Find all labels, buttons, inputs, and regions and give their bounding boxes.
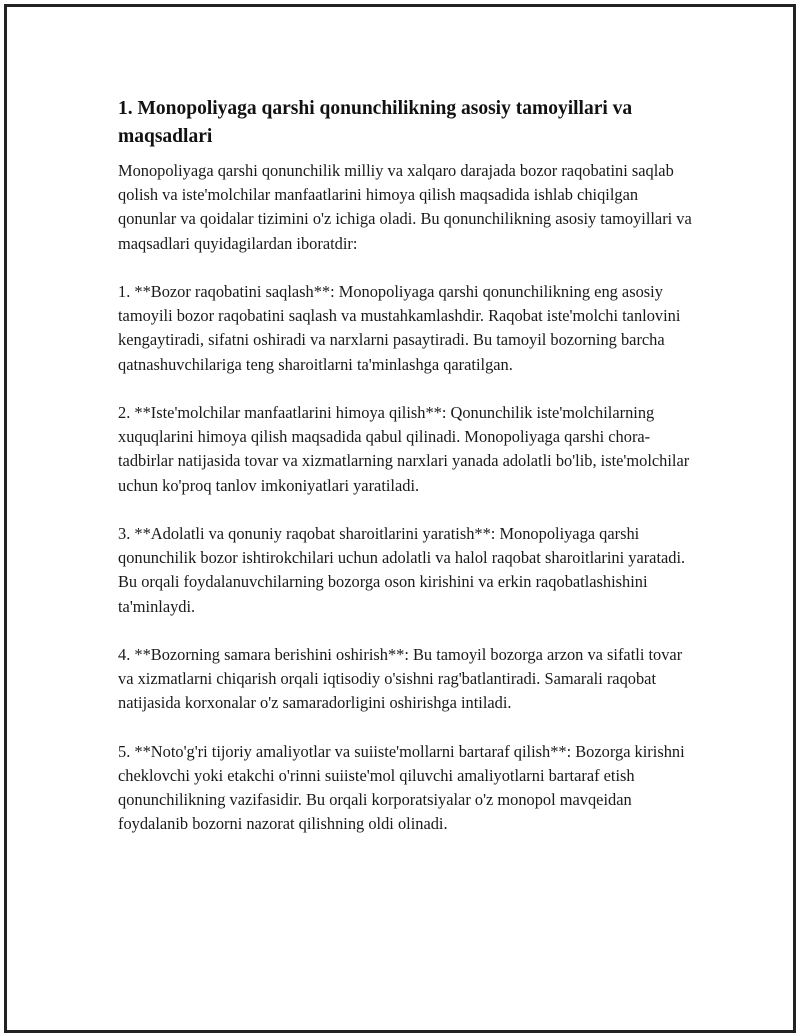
principle-2-paragraph: 2. **Iste'molchilar manfaatlarini himoya qilish**: Qonunchilik iste'molchilarning xuquqlarini himoya qilish maqsadida qabul qilinadi. Monopoliyaga qarshi chora-tadbirlar natijasida tovar va xizmatlarning narxlari yanada adolatli bo'lib, iste'molchilar uchun ko'proq tanlov imkoniyatlari yaratiladi. bbox=[118, 403, 690, 495]
principle-3-paragraph: 3. **Adolatli va qonuniy raqobat sharoitlarini yaratish**: Monopoliyaga qarshi qonunchilik bozor ishtirokchilari uchun adolatli va halol raqobat sharoitlarini yaratadi. Bu orqali foydalanuvchilarning bozorga oson kirishini va erkin raqobatlashishini ta'minlaydi. bbox=[118, 524, 686, 616]
principle-1-paragraph: 1. **Bozor raqobatini saqlash**: Monopoliyaga qarshi qonunchilikning eng asosiy tamoyili bozor raqobatini saqlash va mustahkamlashdir. Raqobat iste'molchi tanlovini kengaytiradi, sifatni oshiradi va narxlarni pasaytiradi. Bu tamoyil bozorning barcha qatnashuvchilariga teng sharoitlarni ta'minlashga qaratilgan. bbox=[118, 282, 681, 374]
section-heading: 1. Monopoliyaga qarshi qonunchilikning asosiy tamoyillari va maqsadlari bbox=[118, 98, 633, 147]
intro-paragraph: Monopoliyaga qarshi qonunchilik milliy va xalqaro darajada bozor raqobatini saqlab qolish va iste'molchilar manfaatlarini himoya qilish maqsadida ishlab chiqilgan qonunlar va qoidalar tizimini o'z ichiga oladi. Bu qonunchilikning asosiy tamoyillari va maqsadlari quyidagilardan iboratdir: bbox=[118, 161, 692, 253]
document-body bbox=[118, 95, 693, 837]
principle-4-paragraph: 4. **Bozorning samara berishini oshirish**: Bu tamoyil bozorga arzon va sifatli tovar va xizmatlarni chiqarish orqali iqtisodiy o'sishni rag'batlantiradi. Samarali raqobat natijasida korxonalar o'z samaradorligini oshirishga intiladi. bbox=[118, 645, 683, 713]
principle-5-paragraph: 5. **Noto'g'ri tijoriy amaliyotlar va suiiste'mollarni bartaraf qilish**: Bozorga kirishni cheklovchi yoki etakchi o'rinni suiiste'mol qiluvchi amaliyotlarni bartaraf etish qonunchilikning vazifasidir. Bu orqali korporatsiyalar o'z monopol mavqeidan foydalanib bozorni nazorat qilishning oldi olinadi. bbox=[118, 741, 685, 834]
